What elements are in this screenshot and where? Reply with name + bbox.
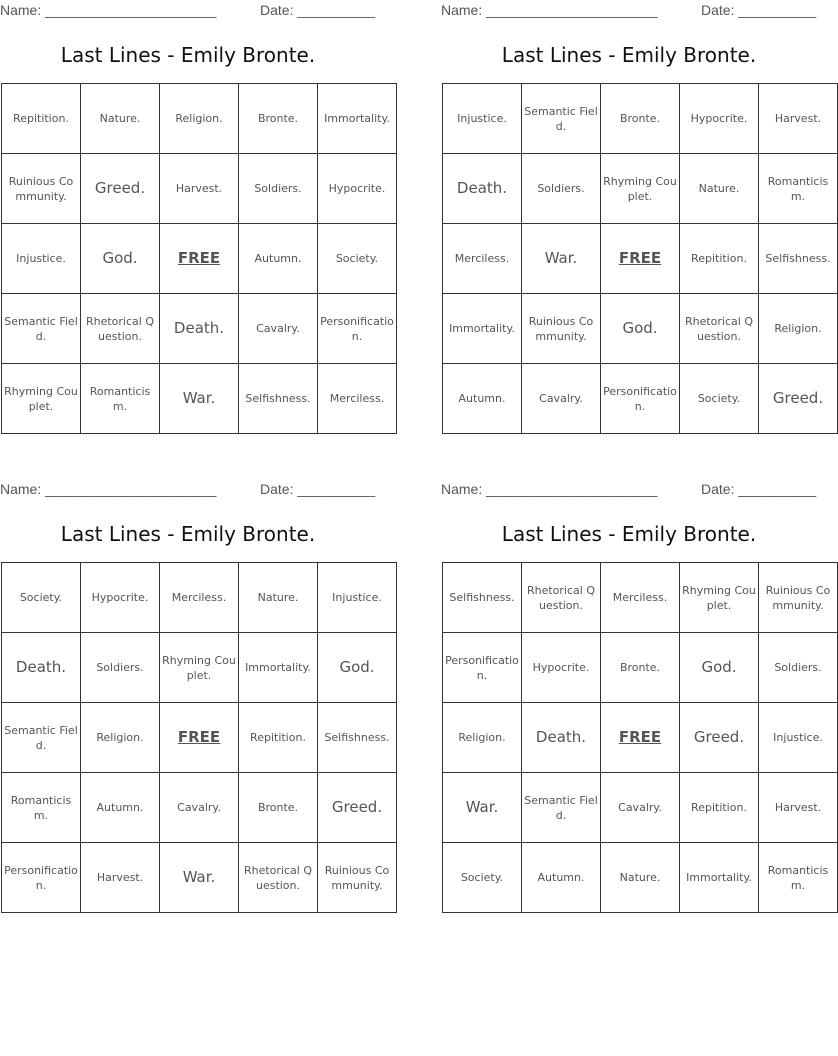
grid-cell: Ruinious Community.	[759, 563, 838, 633]
grid-cell: God.	[680, 633, 759, 703]
grid-row	[443, 224, 838, 294]
grid-cell: Personification.	[601, 364, 680, 434]
name-date-line	[441, 2, 817, 20]
grid-cell: Merciless.	[160, 563, 239, 633]
grid-cell: Death.	[2, 633, 81, 703]
date-label: Date: __________	[260, 481, 376, 497]
grid-cell: Merciless.	[601, 563, 680, 633]
card-title: Last Lines - Emily Bronte.	[501, 43, 757, 67]
grid-cell: God.	[318, 633, 397, 703]
grid-cell: Romanticism.	[759, 843, 838, 913]
grid-cell: God.	[601, 294, 680, 364]
grid-cell: Ruinious Community.	[522, 294, 601, 364]
bingo-card-4	[441, 479, 831, 915]
grid-cell: Personification.	[2, 843, 81, 913]
grid-cell: Hypocrite.	[81, 563, 160, 633]
grid-cell: Nature.	[81, 84, 160, 154]
grid-cell: Romanticism.	[2, 773, 81, 843]
grid-cell: Greed.	[81, 154, 160, 224]
grid-row	[443, 154, 838, 224]
grid-cell: Cavalry.	[160, 773, 239, 843]
grid-cell: Soldiers.	[759, 633, 838, 703]
grid-cell: Personification.	[318, 294, 397, 364]
grid-row	[2, 703, 397, 773]
grid-cell: Society.	[680, 364, 759, 434]
grid-cell: Harvest.	[160, 154, 239, 224]
grid-cell: Semantic Field.	[522, 773, 601, 843]
grid-row	[443, 633, 838, 703]
grid-cell: Soldiers.	[522, 154, 601, 224]
grid-cell: Ruinious Community.	[318, 843, 397, 913]
grid-row	[443, 563, 838, 633]
grid-cell: Hypocrite.	[680, 84, 759, 154]
grid-cell: Romanticism.	[81, 364, 160, 434]
grid-cell: Cavalry.	[239, 294, 318, 364]
grid-cell: Rhetorical Question.	[680, 294, 759, 364]
grid-cell: Autumn.	[522, 843, 601, 913]
grid-cell: Immortality.	[239, 633, 318, 703]
name-date-line	[0, 481, 376, 499]
grid-cell: Autumn.	[81, 773, 160, 843]
grid-cell: Semantic Field.	[2, 294, 81, 364]
grid-cell: Bronte.	[239, 84, 318, 154]
grid-cell: Selfishness.	[759, 224, 838, 294]
grid-row	[443, 773, 838, 843]
grid-cell: Repitition.	[680, 224, 759, 294]
date-label: Date: __________	[701, 2, 817, 18]
grid-cell: Rhetorical Question.	[239, 843, 318, 913]
grid-cell: Injustice.	[2, 224, 81, 294]
grid-cell: Cavalry.	[522, 364, 601, 434]
grid-cell: War.	[160, 843, 239, 913]
grid-cell: God.	[81, 224, 160, 294]
grid-cell: Rhyming Couplet.	[160, 633, 239, 703]
grid-cell: Death.	[160, 294, 239, 364]
date-label: Date: __________	[701, 481, 817, 497]
grid-row	[2, 364, 397, 434]
name-label: Name: ______________________	[0, 2, 217, 18]
grid-cell: Harvest.	[759, 84, 838, 154]
grid-cell: Autumn.	[239, 224, 318, 294]
grid-cell: Nature.	[239, 563, 318, 633]
grid-cell: Bronte.	[601, 84, 680, 154]
date-label: Date: __________	[260, 2, 376, 18]
grid-cell: Rhetorical Question.	[81, 294, 160, 364]
grid-row	[2, 294, 397, 364]
grid-cell: Selfishness.	[318, 703, 397, 773]
grid-row	[443, 84, 838, 154]
grid-cell: Repitition.	[239, 703, 318, 773]
grid-cell: Immortality.	[318, 84, 397, 154]
grid-row	[443, 364, 838, 434]
grid-cell: Immortality.	[680, 843, 759, 913]
grid-cell: Greed.	[759, 364, 838, 434]
grid-cell: Bronte.	[601, 633, 680, 703]
grid-cell: Hypocrite.	[522, 633, 601, 703]
grid-cell: Injustice.	[443, 84, 522, 154]
grid-cell: Selfishness.	[443, 563, 522, 633]
free-space: FREE	[160, 224, 239, 294]
grid-cell: Society.	[2, 563, 81, 633]
name-date-line	[0, 2, 376, 20]
grid-cell: Ruinious Community.	[2, 154, 81, 224]
grid-cell: Death.	[522, 703, 601, 773]
grid-row	[2, 154, 397, 224]
grid-cell: Injustice.	[759, 703, 838, 773]
grid-cell: Religion.	[443, 703, 522, 773]
bingo-grid	[442, 83, 838, 434]
name-label: Name: ______________________	[441, 2, 658, 18]
grid-cell: Injustice.	[318, 563, 397, 633]
bingo-grid	[1, 562, 397, 913]
grid-row	[443, 703, 838, 773]
grid-cell: Soldiers.	[81, 633, 160, 703]
bingo-card-3	[0, 479, 390, 915]
grid-cell: Nature.	[680, 154, 759, 224]
grid-cell: Immortality.	[443, 294, 522, 364]
grid-cell: Semantic Field.	[522, 84, 601, 154]
grid-cell: Greed.	[680, 703, 759, 773]
grid-cell: War.	[522, 224, 601, 294]
grid-cell: Society.	[318, 224, 397, 294]
bingo-grid	[1, 83, 397, 434]
grid-cell: Repitition.	[680, 773, 759, 843]
grid-cell: Harvest.	[81, 843, 160, 913]
grid-row	[2, 633, 397, 703]
grid-row	[2, 84, 397, 154]
grid-row	[443, 843, 838, 913]
grid-cell: Rhetorical Question.	[522, 563, 601, 633]
grid-cell: Semantic Field.	[2, 703, 81, 773]
grid-cell: Repitition.	[2, 84, 81, 154]
grid-row	[2, 843, 397, 913]
grid-cell: Merciless.	[443, 224, 522, 294]
grid-cell: Harvest.	[759, 773, 838, 843]
grid-cell: Soldiers.	[239, 154, 318, 224]
card-title: Last Lines - Emily Bronte.	[501, 522, 757, 546]
grid-cell: War.	[160, 364, 239, 434]
grid-cell: Death.	[443, 154, 522, 224]
grid-cell: Religion.	[160, 84, 239, 154]
grid-cell: Cavalry.	[601, 773, 680, 843]
grid-cell: War.	[443, 773, 522, 843]
grid-cell: Hypocrite.	[318, 154, 397, 224]
bingo-card-2	[441, 0, 831, 436]
grid-row	[2, 563, 397, 633]
grid-cell: Religion.	[81, 703, 160, 773]
free-space: FREE	[601, 703, 680, 773]
grid-row	[2, 224, 397, 294]
grid-cell: Society.	[443, 843, 522, 913]
free-space: FREE	[601, 224, 680, 294]
grid-cell: Autumn.	[443, 364, 522, 434]
name-label: Name: ______________________	[0, 481, 217, 497]
grid-cell: Rhyming Couplet.	[601, 154, 680, 224]
grid-cell: Nature.	[601, 843, 680, 913]
grid-cell: Selfishness.	[239, 364, 318, 434]
grid-cell: Rhyming Couplet.	[2, 364, 81, 434]
grid-cell: Personification.	[443, 633, 522, 703]
grid-cell: Merciless.	[318, 364, 397, 434]
grid-row	[443, 294, 838, 364]
free-space: FREE	[160, 703, 239, 773]
grid-cell: Rhyming Couplet.	[680, 563, 759, 633]
bingo-grid	[442, 562, 838, 913]
grid-cell: Romanticism.	[759, 154, 838, 224]
grid-cell: Religion.	[759, 294, 838, 364]
name-label: Name: ______________________	[441, 481, 658, 497]
card-title: Last Lines - Emily Bronte.	[60, 43, 316, 67]
grid-cell: Greed.	[318, 773, 397, 843]
card-title: Last Lines - Emily Bronte.	[60, 522, 316, 546]
name-date-line	[441, 481, 817, 499]
bingo-card-1	[0, 0, 394, 436]
grid-row	[2, 773, 397, 843]
grid-cell: Bronte.	[239, 773, 318, 843]
